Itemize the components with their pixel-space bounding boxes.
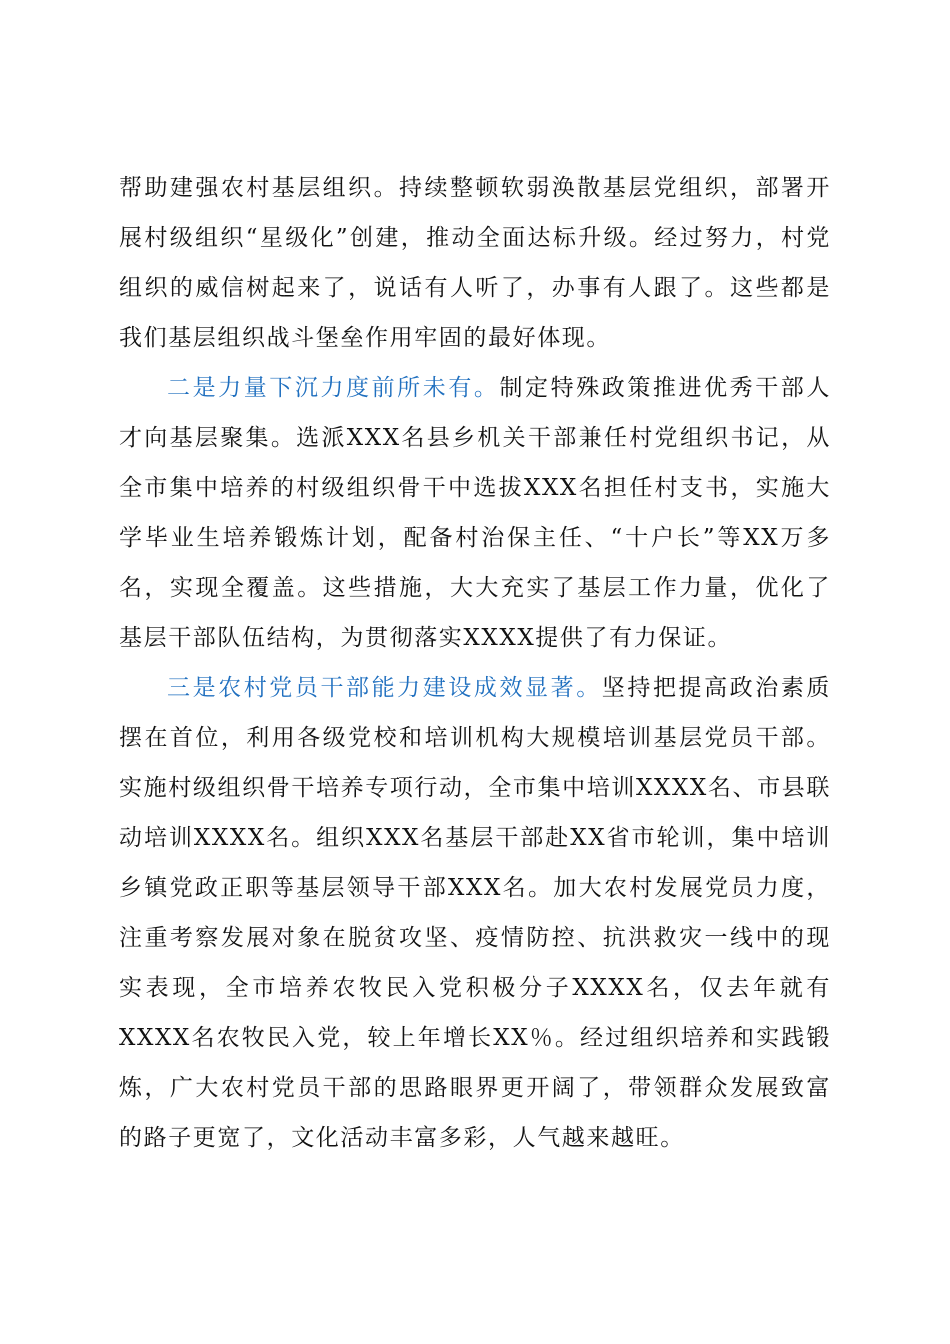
paragraph-2-body: 制定特殊政策推进优秀干部人才向基层聚集。选派XXX名县乡机关干部兼任村党组织书记，从全市集中培养的村级组织骨干中选拔XXX名担任村支书，实施大学毕业生培养锻炼计划，配备村治保主任、“十户长”等XX万多名，实现全覆盖。这些措施，大大充实了基层工作力量，优化了基层干部队伍结构，为贯彻落实XXXX提供了有力保证。 [119,375,831,651]
document-body [119,163,831,1163]
paragraph-3 [119,663,831,1163]
paragraph-3-body: 坚持把提高政治素质摆在首位，利用各级党校和培训机构大规模培训基层党员干部。实施村级组织骨干培养专项行动，全市集中培训XXXX名、市县联动培训XXXX名。组织XXX名基层干部赴XX省市轮训，集中培训乡镇党政正职等基层领导干部XXX名。加大农村发展党员力度，注重考察发展对象在脱贫攻坚、疫情防控、抗洪救灾一线中的现实表现，全市培养农牧民入党积极分子XXXX名，仅去年就有XXXX名农牧民入党，较上年增长XX％。经过组织培养和实践锻炼，广大农村党员干部的思路眼界更开阔了，带领群众发展致富的路子更宽了，文化活动丰富多彩，人气越来越旺。 [119,675,832,1151]
paragraph-1 [119,163,831,363]
paragraph-2-heading: 二是力量下沉力度前所未有。 [167,375,500,401]
paragraph-3-heading: 三是农村党员干部能力建设成效显著。 [167,675,602,701]
paragraph-1-body: 帮助建强农村基层组织。持续整顿软弱涣散基层党组织，部署开展村级组织“星级化”创建，推动全面达标升级。经过努力，村党组织的威信树起来了，说话有人听了，办事有人跟了。这些都是我们基层组织战斗堡垒作用牢固的最好体现。 [119,175,831,351]
paragraph-2 [119,363,831,663]
